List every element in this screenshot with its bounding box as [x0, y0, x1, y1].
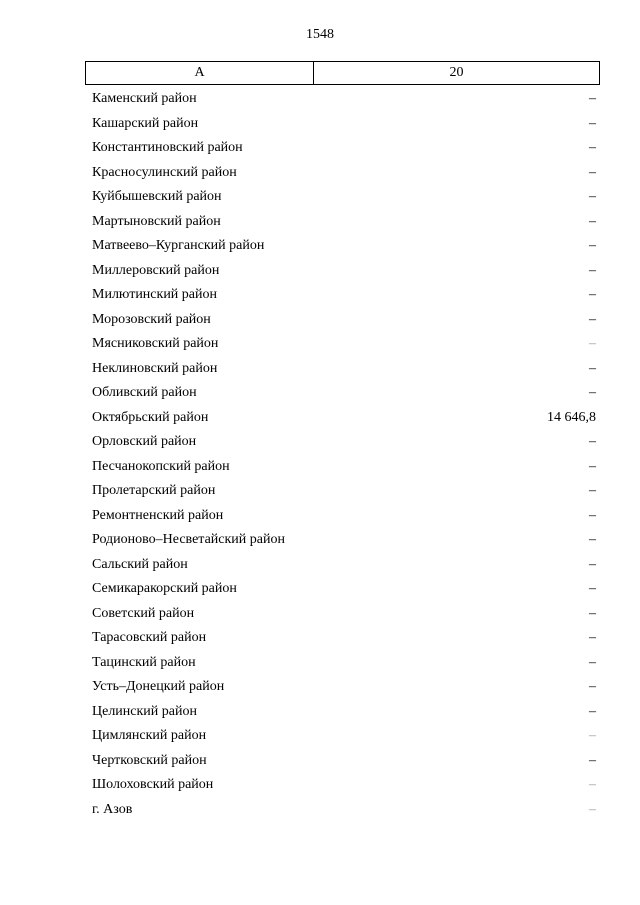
district-value: – — [589, 777, 596, 793]
district-value: – — [589, 752, 596, 768]
district-value: – — [589, 605, 596, 621]
district-name: Мартыновский район — [92, 213, 221, 229]
district-name: Целинский район — [92, 703, 197, 719]
table-row — [92, 259, 596, 284]
header-column-20: 20 — [449, 65, 464, 80]
district-name: Сальский район — [92, 556, 188, 572]
district-name: Морозовский район — [92, 311, 211, 327]
table-row — [92, 577, 596, 602]
district-value: – — [589, 556, 596, 572]
table-row — [92, 210, 596, 235]
district-name: Чертковский район — [92, 752, 207, 768]
district-value: – — [589, 189, 596, 205]
district-value: – — [589, 581, 596, 597]
district-name: г. Азов — [92, 801, 133, 817]
district-value: – — [589, 385, 596, 401]
district-name: Мясниковский район — [92, 336, 219, 352]
district-name: Шолоховский район — [92, 777, 214, 793]
district-value: – — [589, 434, 596, 450]
table-row — [92, 430, 596, 455]
table-row — [92, 381, 596, 406]
table-row — [92, 283, 596, 308]
district-name: Орловский район — [92, 434, 197, 450]
table-row — [92, 87, 596, 112]
district-value: – — [589, 213, 596, 229]
table-row — [92, 161, 596, 186]
district-value: – — [589, 360, 596, 376]
table-row — [92, 528, 596, 553]
table-row — [92, 773, 596, 798]
district-name: Усть–Донецкий район — [92, 679, 225, 695]
district-value: – — [589, 630, 596, 646]
district-value: – — [589, 483, 596, 499]
district-name: Куйбышевский район — [92, 189, 222, 205]
table-header — [85, 61, 600, 85]
district-name: Ремонтненский район — [92, 507, 224, 523]
table-row — [92, 455, 596, 480]
district-name: Песчанокопский район — [92, 458, 230, 474]
district-value: – — [589, 679, 596, 695]
district-name: Семикаракорский район — [92, 581, 237, 597]
district-value: – — [589, 238, 596, 254]
district-name: Тацинский район — [92, 654, 196, 670]
table-row — [92, 136, 596, 161]
district-name: Каменский район — [92, 91, 197, 107]
table-row — [92, 626, 596, 651]
district-value: – — [589, 311, 596, 327]
district-name: Константиновский район — [92, 140, 243, 156]
table-row — [92, 234, 596, 259]
header-column-a: А — [86, 62, 314, 84]
district-name: Неклиновский район — [92, 360, 218, 376]
district-name: Обливский район — [92, 385, 197, 401]
district-value: – — [589, 164, 596, 180]
table-row — [92, 749, 596, 774]
district-name: Цимлянский район — [92, 728, 207, 744]
table-row — [92, 602, 596, 627]
district-value: – — [589, 336, 596, 352]
district-value: – — [589, 703, 596, 719]
page-number: 1548 — [306, 27, 334, 42]
district-value: 14 646,8 — [547, 409, 596, 425]
district-name: Красносулинский район — [92, 164, 237, 180]
district-value: – — [589, 728, 596, 744]
district-name: Милютинский район — [92, 287, 218, 303]
district-value: – — [589, 262, 596, 278]
district-value: – — [589, 91, 596, 107]
table-row — [92, 724, 596, 749]
district-name: Родионово–Несветайский район — [92, 532, 285, 548]
table-row — [92, 798, 596, 823]
district-name: Миллеровский район — [92, 262, 220, 278]
table-row — [92, 651, 596, 676]
table-row — [92, 504, 596, 529]
district-value: – — [589, 532, 596, 548]
table-row — [92, 700, 596, 725]
table-row — [92, 675, 596, 700]
district-name: Советский район — [92, 605, 195, 621]
table-row — [92, 479, 596, 504]
table-row — [92, 357, 596, 382]
district-value: – — [589, 115, 596, 131]
district-name: Пролетарский район — [92, 483, 216, 499]
district-value: – — [589, 507, 596, 523]
district-name: Кашарский район — [92, 115, 199, 131]
district-value: – — [589, 140, 596, 156]
district-value: – — [589, 287, 596, 303]
district-value: – — [589, 458, 596, 474]
table-row — [92, 406, 596, 431]
district-value: – — [589, 654, 596, 670]
table-body — [92, 87, 596, 822]
table-row — [92, 553, 596, 578]
district-name: Матвеево–Курганский район — [92, 238, 265, 254]
table-row — [92, 112, 596, 137]
district-name: Тарасовский район — [92, 630, 207, 646]
district-name: Октябрьский район — [92, 409, 209, 425]
table-row — [92, 308, 596, 333]
table-row — [92, 332, 596, 357]
table-row — [92, 185, 596, 210]
district-value: – — [589, 801, 596, 817]
